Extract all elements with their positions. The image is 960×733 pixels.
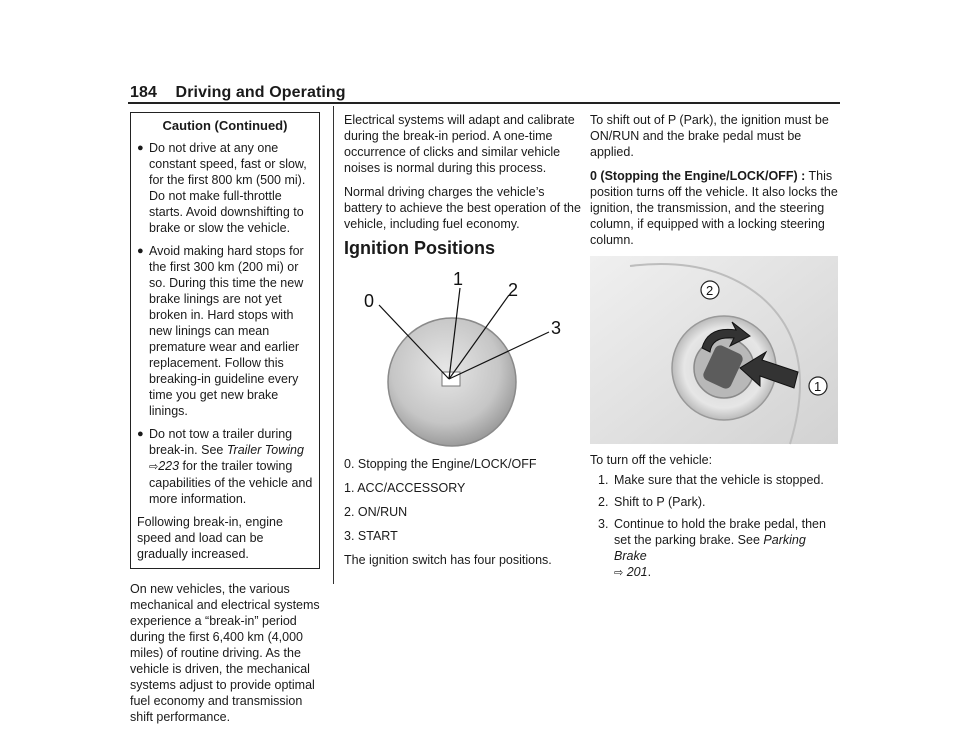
step-2: 2. Shift to P (Park). — [598, 495, 706, 509]
trailer-towing-page-link[interactable]: 223 — [158, 459, 180, 473]
lock-paragraph: 0 (Stopping the Engine/LOCK/OFF) : This position turns off the vehicle. It also locks the ignition, the transmission, and the steering column, if equipped with a locking steering column. — [590, 169, 838, 247]
position-2: 2. ON/RUN — [344, 505, 408, 519]
page-header — [130, 84, 346, 102]
label-1: 1 — [453, 269, 464, 289]
callout-1-label: 1 — [814, 379, 822, 394]
bullet-icon: ● — [137, 245, 144, 257]
turnoff-intro: To turn off the vehicle: — [590, 453, 713, 467]
caution-box — [130, 112, 320, 569]
four-positions-text: The ignition switch has four positions. — [344, 553, 552, 567]
page-ref-arrow-icon: ⇨ — [614, 567, 624, 579]
column-2 — [344, 112, 582, 576]
label-0: 0 — [364, 291, 375, 311]
parking-brake-page-link[interactable]: 201 — [626, 565, 648, 579]
electrical-paragraph: Electrical systems will adapt and calibrate during the break-in period. A one-time occurrence of clicks and similar vehicle noises is normal during this process. — [344, 113, 575, 175]
caution-bullet: ● Avoid making hard stops for the first 300 km (200 mi) or so. During this time the new brake linings are not yet broken in. Hard stops with new linings can mean premature wear and earlier replacement. Follow this breaking-in guideline every time you get new brake linings. — [137, 244, 304, 418]
column-1 — [130, 112, 322, 733]
column-3 — [590, 112, 840, 587]
trailer-towing-link[interactable]: Trailer Towing — [226, 443, 304, 457]
lock-label: 0 (Stopping the Engine/LOCK/OFF) : — [590, 169, 806, 183]
section-title: Ignition Positions — [344, 238, 495, 258]
position-1: 1. ACC/ACCESSORY — [344, 481, 466, 495]
parking-brake-link[interactable]: Parking Brake — [614, 533, 806, 563]
label-3: 3 — [551, 318, 562, 338]
step-3: 3. Continue to hold the brake pedal, then set the parking brake. See Parking Brake ⇨ 201. — [598, 517, 826, 579]
ignition-positions-diagram — [344, 262, 582, 448]
caution-title: Caution (Continued) — [162, 118, 288, 133]
header-rule — [128, 102, 840, 104]
caution-bullet: ● Do not drive at any one constant speed, fast or slow, for the first 800 km (500 mi). Do not make full-throttle starts. Avoid downshifting to brake or slow the vehicle. — [137, 141, 307, 235]
caution-bullet-tow: ● Do not tow a trailer during break-in. See Trailer Towing ⇨223 for the trailer towing capabilities of the vehicle and more information. — [137, 427, 313, 506]
page-number: 184 — [130, 84, 157, 101]
position-3: 3. START — [344, 529, 398, 543]
bullet-icon: ● — [137, 428, 144, 440]
callout-2-label: 2 — [706, 283, 714, 298]
shift-out-paragraph: To shift out of P (Park), the ignition must be ON/RUN and the brake pedal must be applied. — [590, 113, 829, 159]
bullet-icon: ● — [137, 142, 144, 154]
label-2: 2 — [508, 280, 519, 300]
page-ref-arrow-icon: ⇨ — [149, 461, 159, 473]
step-1: 1. Make sure that the vehicle is stopped. — [598, 473, 824, 487]
ignition-photo — [590, 256, 838, 444]
battery-paragraph: Normal driving charges the vehicle’s battery to achieve the best operation of the vehicle, including fuel economy. — [344, 185, 581, 231]
column-divider — [333, 106, 334, 584]
chapter-title: Driving and Operating — [175, 84, 346, 101]
position-0: 0. Stopping the Engine/LOCK/OFF — [344, 457, 537, 471]
break-in-paragraph: On new vehicles, the various mechanical and electrical systems experience a “break-in” period during the first 6,400 km (4,000 miles) of routine driving. As the vehicle is driven, the mechanical systems adjust to provide optimal fuel economy and transmission shift performance. — [130, 582, 320, 724]
caution-closing: Following break-in, engine speed and load can be gradually increased. — [137, 515, 283, 561]
